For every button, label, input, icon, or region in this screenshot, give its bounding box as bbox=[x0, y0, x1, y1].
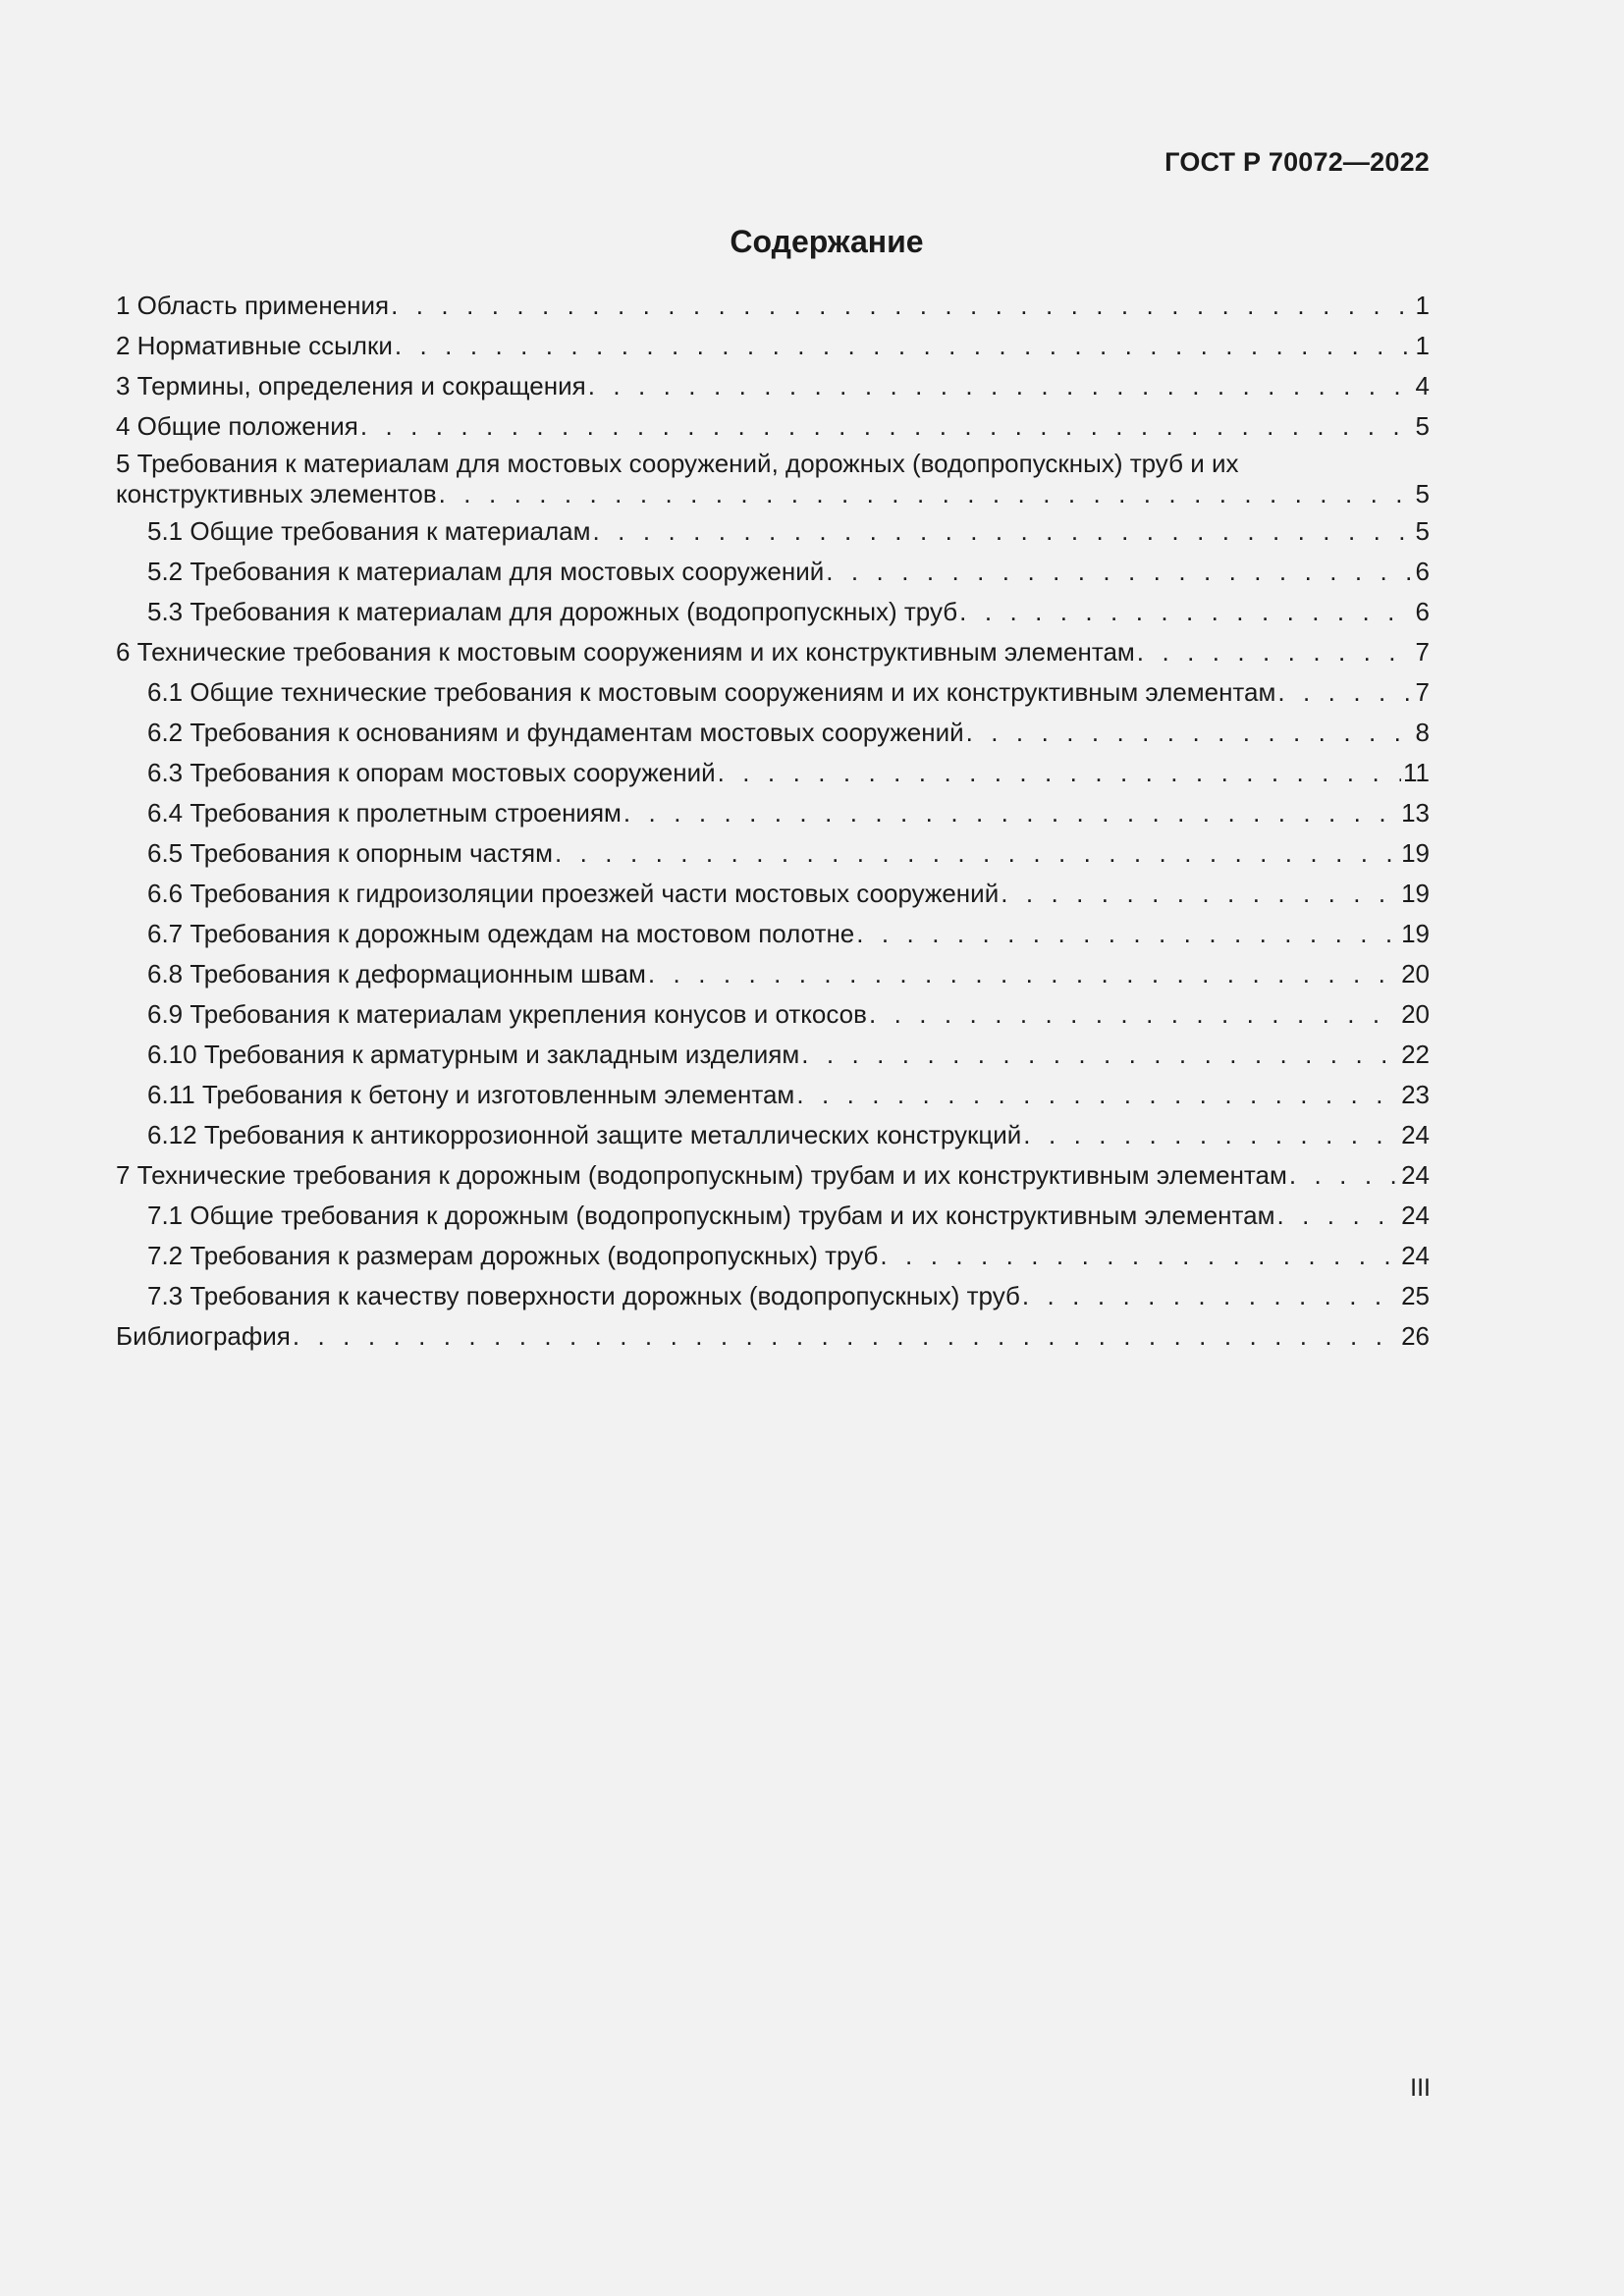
toc-entry-6-8[interactable] bbox=[116, 954, 1430, 994]
document-code: ГОСТ Р 70072—2022 bbox=[1164, 147, 1430, 177]
toc-entry-page: 6 bbox=[1415, 597, 1430, 626]
toc-entry-page: 1 bbox=[1415, 291, 1430, 320]
dot-leader bbox=[391, 286, 1413, 326]
toc-entry-text: 6.4 Требования к пролетным строениям bbox=[147, 798, 622, 828]
dot-leader bbox=[966, 713, 1414, 753]
toc-entry-7[interactable] bbox=[116, 1155, 1430, 1196]
toc-entry-text: 6.6 Требования к гидроизоляции проезжей части мостовых сооружений bbox=[147, 879, 1000, 908]
dot-leader bbox=[588, 366, 1414, 406]
toc-entry-text: 6.10 Требования к арматурным и закладным изделиям bbox=[147, 1040, 800, 1069]
toc-entry-6-12[interactable] bbox=[116, 1115, 1430, 1155]
dot-leader bbox=[293, 1316, 1399, 1357]
toc-entry-page: 24 bbox=[1401, 1120, 1430, 1149]
dot-leader bbox=[439, 477, 1414, 510]
toc-entry-page: 5 bbox=[1415, 516, 1430, 546]
toc-entry-1[interactable] bbox=[116, 286, 1430, 326]
toc-entry-page: 6 bbox=[1415, 557, 1430, 586]
toc-entry-page: 23 bbox=[1401, 1080, 1430, 1109]
toc-entry-3[interactable] bbox=[116, 366, 1430, 406]
dot-leader bbox=[1023, 1115, 1399, 1155]
toc-entry-text: 6.9 Требования к материалам укрепления конусов и откосов bbox=[147, 999, 867, 1029]
toc-title: Содержание bbox=[730, 224, 924, 259]
dot-leader bbox=[869, 994, 1399, 1035]
toc-entry-text: 5.2 Требования к материалам для мостовых сооружений bbox=[147, 557, 825, 586]
toc-entry-page: 26 bbox=[1401, 1321, 1430, 1351]
toc-entry-text: 7.3 Требования к качеству поверхности дорожных (водопропускных) труб bbox=[147, 1281, 1020, 1310]
toc-entry-page: 11 bbox=[1403, 758, 1430, 787]
dot-leader bbox=[1289, 1155, 1399, 1196]
dot-leader bbox=[360, 406, 1414, 447]
toc-entry-text: 6.3 Требования к опорам мостовых сооружений bbox=[147, 758, 716, 787]
toc-entry-6-5[interactable] bbox=[116, 833, 1430, 874]
toc-entry-text: 5.1 Общие требования к материалам bbox=[147, 516, 591, 546]
toc-entry-text-line1: 5 Требования к материалам для мостовых сооружений, дорожных (водопропускных) труб и их bbox=[116, 449, 1239, 478]
toc-entry-page: 20 bbox=[1401, 999, 1430, 1029]
dot-leader bbox=[1277, 1196, 1400, 1236]
toc-entry-page: 8 bbox=[1415, 718, 1430, 747]
toc-entry-7-1[interactable] bbox=[116, 1196, 1430, 1236]
toc-entry-page: 5 bbox=[1415, 479, 1430, 508]
toc-entry-text: 6.12 Требования к антикоррозионной защите металлических конструкций bbox=[147, 1120, 1022, 1149]
dot-leader bbox=[1022, 1276, 1399, 1316]
toc-entry-page: 1 bbox=[1415, 331, 1430, 360]
dot-leader bbox=[856, 914, 1399, 954]
toc-entry-page: 22 bbox=[1401, 1040, 1430, 1069]
toc-entry-page: 24 bbox=[1401, 1241, 1430, 1270]
toc-entry-page: 7 bbox=[1415, 637, 1430, 667]
toc-entry-page: 20 bbox=[1401, 959, 1430, 988]
toc-entry-text: 2 Нормативные ссылки bbox=[116, 331, 393, 360]
toc-entry-7-3[interactable] bbox=[116, 1276, 1430, 1316]
toc-entry-4[interactable] bbox=[116, 406, 1430, 447]
toc-entry-2[interactable] bbox=[116, 326, 1430, 366]
dot-leader bbox=[623, 793, 1399, 833]
dot-leader bbox=[959, 592, 1413, 632]
toc-entry-7-2[interactable] bbox=[116, 1236, 1430, 1276]
toc-entry-6-2[interactable] bbox=[116, 713, 1430, 753]
toc-entry-text: Библиография bbox=[116, 1321, 291, 1351]
toc-entry-text: 6.1 Общие технические требования к мостовым сооружениям и их конструктивным элементам bbox=[147, 677, 1276, 707]
toc-entry-text: 7 Технические требования к дорожным (водопропускным) трубам и их конструктивным элементам bbox=[116, 1160, 1287, 1190]
toc-entry-6-6[interactable] bbox=[116, 874, 1430, 914]
toc-entry-text: 6.7 Требования к дорожным одеждам на мостовом полотне bbox=[147, 919, 855, 948]
toc-entry-page: 25 bbox=[1401, 1281, 1430, 1310]
toc-entry-5[interactable] bbox=[116, 447, 1430, 511]
toc-entry-page: 7 bbox=[1415, 677, 1430, 707]
dot-leader bbox=[1137, 632, 1414, 672]
toc-entry-text: 6 Технические требования к мостовым сооружениям и их конструктивным элементам bbox=[116, 637, 1135, 667]
dot-leader bbox=[648, 954, 1399, 994]
dot-leader bbox=[796, 1075, 1399, 1115]
toc-entry-6-1[interactable] bbox=[116, 672, 1430, 713]
toc-entry-6-7[interactable] bbox=[116, 914, 1430, 954]
toc-entry-page: 5 bbox=[1415, 411, 1430, 441]
dot-leader bbox=[718, 753, 1401, 793]
dot-leader bbox=[801, 1035, 1399, 1075]
toc-entry-6-10[interactable] bbox=[116, 1035, 1430, 1075]
toc-entry-page: 4 bbox=[1415, 371, 1430, 400]
page-number: III bbox=[1410, 2074, 1431, 2102]
dot-leader bbox=[395, 326, 1414, 366]
toc-entry-6[interactable] bbox=[116, 632, 1430, 672]
toc-entry-6-4[interactable] bbox=[116, 793, 1430, 833]
toc-entry-5-3[interactable] bbox=[116, 592, 1430, 632]
toc-entry-5-2[interactable] bbox=[116, 552, 1430, 592]
toc-entry-page: 19 bbox=[1401, 919, 1430, 948]
toc-entry-text: 3 Термины, определения и сокращения bbox=[116, 371, 586, 400]
toc-entry-text: 1 Область применения bbox=[116, 291, 390, 320]
toc-entry-text: 6.2 Требования к основаниям и фундаментам мостовых сооружений bbox=[147, 718, 964, 747]
toc-entry-bibliography[interactable] bbox=[116, 1316, 1430, 1357]
toc-entry-text: 7.2 Требования к размерам дорожных (водопропускных) труб bbox=[147, 1241, 879, 1270]
dot-leader bbox=[826, 552, 1413, 592]
dot-leader bbox=[555, 833, 1399, 874]
table-of-contents bbox=[116, 286, 1430, 1357]
toc-entry-text: 6.8 Требования к деформационным швам bbox=[147, 959, 646, 988]
toc-entry-text: конструктивных элементов bbox=[116, 479, 437, 508]
dot-leader bbox=[1001, 874, 1399, 914]
toc-entry-text: 4 Общие положения bbox=[116, 411, 358, 441]
toc-entry-text: 7.1 Общие требования к дорожным (водопропускным) трубам и их конструктивным элементам bbox=[147, 1201, 1275, 1230]
toc-entry-6-3[interactable] bbox=[116, 753, 1430, 793]
toc-entry-6-11[interactable] bbox=[116, 1075, 1430, 1115]
toc-entry-page: 24 bbox=[1401, 1201, 1430, 1230]
dot-leader bbox=[880, 1236, 1399, 1276]
dot-leader bbox=[593, 511, 1414, 552]
toc-entry-page: 19 bbox=[1401, 838, 1430, 868]
toc-entry-text: 6.5 Требования к опорным частям bbox=[147, 838, 554, 868]
toc-entry-5-1[interactable] bbox=[116, 511, 1430, 552]
toc-entry-page: 19 bbox=[1401, 879, 1430, 908]
toc-entry-text: 6.11 Требования к бетону и изготовленным элементам bbox=[147, 1080, 795, 1109]
toc-entry-page: 13 bbox=[1401, 798, 1430, 828]
toc-entry-text: 5.3 Требования к материалам для дорожных (водопропускных) труб bbox=[147, 597, 958, 626]
dot-leader bbox=[1277, 672, 1413, 713]
toc-entry-page: 24 bbox=[1401, 1160, 1430, 1190]
toc-entry-6-9[interactable] bbox=[116, 994, 1430, 1035]
